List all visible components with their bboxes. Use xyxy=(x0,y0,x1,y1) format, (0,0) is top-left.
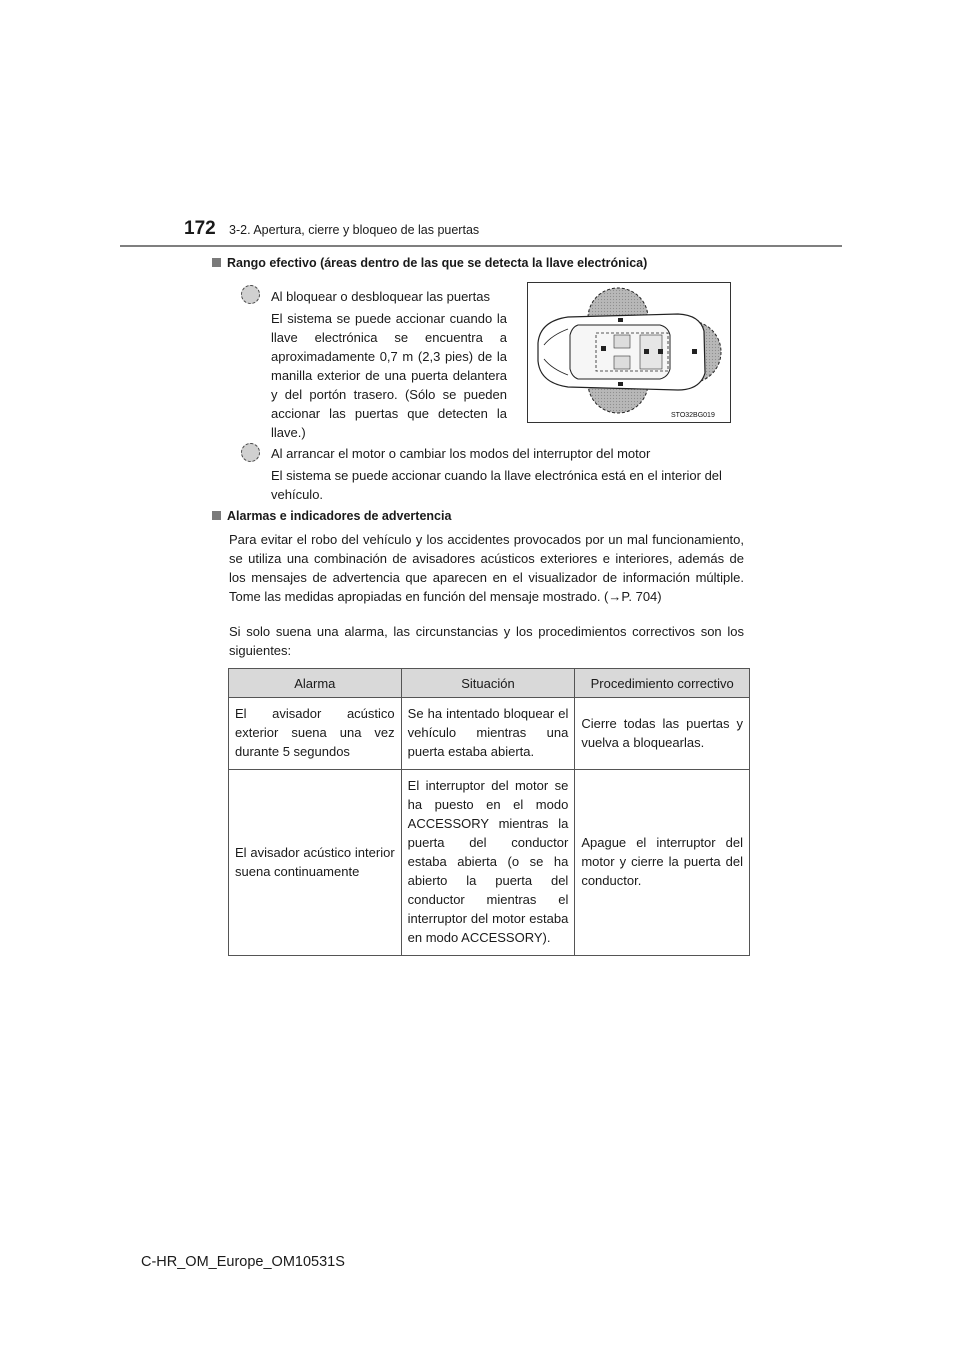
antenna-left-handle xyxy=(618,318,623,322)
header-rule xyxy=(120,245,842,247)
column-header: Situación xyxy=(401,669,575,698)
seat-front-left xyxy=(614,335,630,348)
table-cell: Se ha intentado bloquear el vehículo mientras una puerta estaba abierta. xyxy=(401,698,575,770)
alarm-table xyxy=(228,668,750,956)
seat-front-right xyxy=(614,356,630,369)
column-header: Alarma xyxy=(229,669,402,698)
footer-doc-id: C-HR_OM_Europe_OM10531S xyxy=(141,1254,345,1270)
antenna-back-door xyxy=(692,349,697,354)
antenna-front xyxy=(601,346,606,351)
square-bullet-icon xyxy=(212,258,221,267)
range-heading xyxy=(212,256,647,270)
start-title: Al arrancar el motor o cambiar los modos del interruptor del motor xyxy=(271,446,651,461)
lock-title: Al bloquear o desbloquear las puertas xyxy=(271,289,490,304)
alarms-heading xyxy=(212,509,451,523)
column-header: Procedimiento correctivo xyxy=(575,669,750,698)
section-title: 3-2. Apertura, cierre y bloqueo de las puertas xyxy=(229,223,480,237)
table-cell: El avisador acústico exterior suena una vez durante 5 segundos xyxy=(229,698,402,770)
table-row xyxy=(229,698,750,770)
table-cell: El interruptor del motor se ha puesto en el modo ACCESSORY mientras la puerta del conductor estaba abierta (o se ha abierto la puerta del conductor mientras el interruptor del motor estaba en modo ACCESSORY). xyxy=(401,770,575,956)
range-heading-text: Rango efectivo (áreas dentro de las que se detecta la llave electrónica) xyxy=(227,256,648,270)
table-cell: Cierre todas las puertas y vuelva a bloquearlas. xyxy=(575,698,750,770)
square-bullet-icon xyxy=(212,511,221,520)
table-cell: El avisador acústico interior suena continuamente xyxy=(229,770,402,956)
start-text: El sistema se puede accionar cuando la llave electrónica está en el interior del vehículo. xyxy=(271,468,722,502)
antenna-right-handle xyxy=(618,382,623,386)
table-row xyxy=(229,770,750,956)
detection-range-figure xyxy=(527,282,731,423)
alarms-paragraph-1: Para evitar el robo del vehículo y los accidentes provocados por un mal funcionamiento, se utiliza una combinación de avisadores acústicos exteriores e interiores, además de los mensajes de advertencia que aparecen en el visualizador de información múltiple. Tome las medidas apropiadas en función del mensaje mostrado. (→P. 704) xyxy=(229,532,744,604)
lock-text: El sistema se puede accionar cuando la llave electrónica se encuentra a aproximadamente 0,7 m (2,3 pies) de la manilla exterior de una puerta delantera y del portón trasero. (Sólo se pueden accionar las puertas que detecten la llave.) xyxy=(271,311,507,440)
page-number: 172 xyxy=(184,218,216,239)
table-header-row xyxy=(229,669,750,698)
alarms-paragraph-2: Si solo suena una alarma, las circunstancias y los procedimientos correctivos son los siguientes: xyxy=(229,624,744,658)
figure-code: STO32BG019 xyxy=(671,412,715,419)
antenna-rear xyxy=(644,349,649,354)
car-top-view-illustration xyxy=(528,283,730,422)
antenna-trunk xyxy=(658,349,663,354)
table-cell: Apague el interruptor del motor y cierre la puerta del conductor. xyxy=(575,770,750,956)
alarms-heading-text: Alarmas e indicadores de advertencia xyxy=(227,509,452,523)
detection-area-icon xyxy=(241,443,260,462)
detection-area-icon xyxy=(241,285,260,304)
